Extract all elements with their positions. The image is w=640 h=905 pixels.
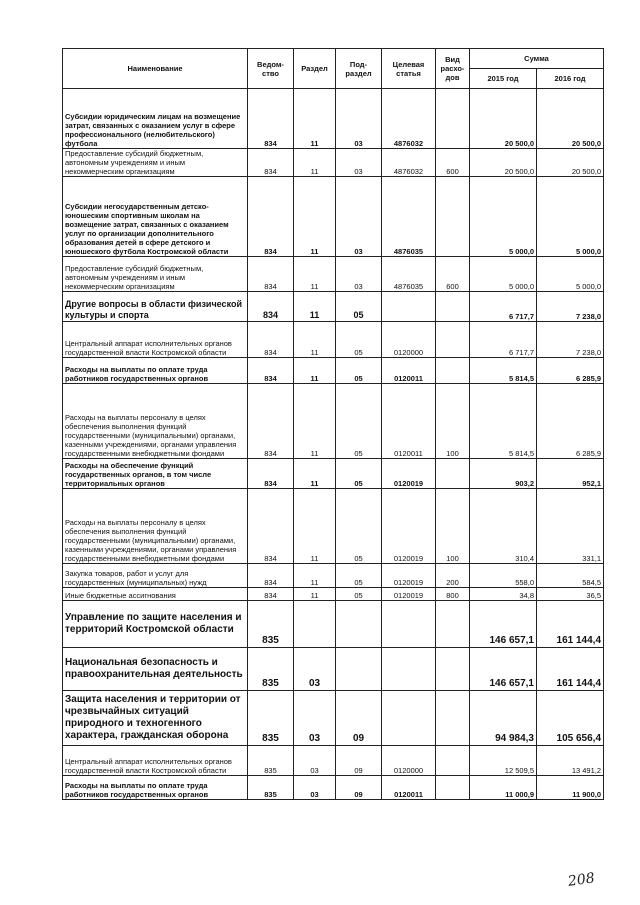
row-vid-raskhodov	[436, 292, 470, 322]
row-vid-raskhodov	[436, 776, 470, 800]
row-razdel: 11	[294, 177, 336, 257]
col-vedomstvo-header: Ведом-ство	[248, 49, 294, 89]
col-celevaya-header: Целевая статья	[382, 49, 436, 89]
row-podrazdel	[336, 648, 382, 691]
table-row	[63, 292, 604, 322]
row-sum-2015: 34,8	[470, 588, 537, 601]
row-razdel: 11	[294, 384, 336, 459]
row-podrazdel: 05	[336, 292, 382, 322]
row-sum-2016: 13 491,2	[537, 746, 604, 776]
row-name: Национальная безопасность и правоохранительная деятельность	[63, 648, 248, 691]
table-row	[63, 564, 604, 588]
table-row	[63, 257, 604, 292]
row-sum-2015: 94 984,3	[470, 691, 537, 746]
row-sum-2015: 5 814,5	[470, 358, 537, 384]
row-vedomstvo: 835	[248, 691, 294, 746]
row-name: Субсидии юридическим лицам на возмещение затрат, связанных с оказанием услуг в сфере профессионального (нелюбительского) футбола	[63, 89, 248, 149]
row-name: Расходы на обеспечение функций государственных органов, в том числе территориальных органов	[63, 459, 248, 489]
row-razdel: 11	[294, 322, 336, 358]
table-row	[63, 601, 604, 648]
table-row	[63, 358, 604, 384]
col-2015-header: 2015 год	[470, 69, 537, 89]
row-podrazdel: 05	[336, 322, 382, 358]
row-vid-raskhodov	[436, 89, 470, 149]
row-vedomstvo: 834	[248, 384, 294, 459]
row-sum-2015: 20 500,0	[470, 89, 537, 149]
row-razdel: 03	[294, 746, 336, 776]
col-vid-header: Вид расхо-дов	[436, 49, 470, 89]
row-podrazdel: 05	[336, 358, 382, 384]
row-celevaya-statya: 0120011	[382, 384, 436, 459]
row-name: Закупка товаров, работ и услуг для государственных (муниципальных) нужд	[63, 564, 248, 588]
row-name: Расходы на выплаты по оплате труда работников государственных органов	[63, 776, 248, 800]
row-vedomstvo: 834	[248, 564, 294, 588]
row-vedomstvo: 835	[248, 601, 294, 648]
row-podrazdel: 05	[336, 564, 382, 588]
table-row	[63, 489, 604, 564]
row-vid-raskhodov	[436, 358, 470, 384]
row-vid-raskhodov: 100	[436, 384, 470, 459]
row-sum-2016: 161 144,4	[537, 601, 604, 648]
row-vid-raskhodov	[436, 746, 470, 776]
row-name: Иные бюджетные ассигнования	[63, 588, 248, 601]
row-sum-2015: 12 509,5	[470, 746, 537, 776]
row-vid-raskhodov: 100	[436, 489, 470, 564]
row-razdel: 03	[294, 691, 336, 746]
row-sum-2016: 7 238,0	[537, 292, 604, 322]
row-podrazdel: 03	[336, 149, 382, 177]
row-celevaya-statya	[382, 601, 436, 648]
row-vid-raskhodov	[436, 459, 470, 489]
row-sum-2015: 5 000,0	[470, 257, 537, 292]
row-razdel: 03	[294, 648, 336, 691]
col-summa-header: Сумма	[470, 49, 604, 69]
row-podrazdel: 05	[336, 384, 382, 459]
row-vid-raskhodov	[436, 601, 470, 648]
row-podrazdel	[336, 601, 382, 648]
table-row	[63, 588, 604, 601]
row-name: Предоставление субсидий бюджетным, автономным учреждениям и иным некоммерческим организациям	[63, 257, 248, 292]
table-row	[63, 89, 604, 149]
row-sum-2015: 6 717,7	[470, 322, 537, 358]
table-row	[63, 459, 604, 489]
row-vid-raskhodov	[436, 648, 470, 691]
row-vid-raskhodov: 600	[436, 257, 470, 292]
row-celevaya-statya: 4876035	[382, 177, 436, 257]
row-sum-2016: 331,1	[537, 489, 604, 564]
row-sum-2016: 5 000,0	[537, 177, 604, 257]
row-sum-2015: 558,0	[470, 564, 537, 588]
row-razdel: 11	[294, 588, 336, 601]
row-name: Расходы на выплаты по оплате труда работников государственных органов	[63, 358, 248, 384]
row-razdel: 11	[294, 564, 336, 588]
col-2016-header: 2016 год	[537, 69, 604, 89]
row-name: Управление по защите населения и территорий Костромской области	[63, 601, 248, 648]
row-razdel: 11	[294, 292, 336, 322]
table-row	[63, 691, 604, 746]
row-sum-2016: 20 500,0	[537, 89, 604, 149]
row-celevaya-statya: 0120019	[382, 588, 436, 601]
row-vedomstvo: 834	[248, 177, 294, 257]
col-name-header: Наименование	[63, 49, 248, 89]
row-vedomstvo: 834	[248, 89, 294, 149]
row-celevaya-statya: 0120019	[382, 459, 436, 489]
row-sum-2016: 11 900,0	[537, 776, 604, 800]
row-podrazdel: 09	[336, 691, 382, 746]
row-razdel: 11	[294, 459, 336, 489]
row-celevaya-statya: 0120011	[382, 358, 436, 384]
row-vedomstvo: 834	[248, 292, 294, 322]
row-name: Защита населения и территории от чрезвычайных ситуаций природного и техногенного характера, гражданская оборона	[63, 691, 248, 746]
row-vedomstvo: 834	[248, 322, 294, 358]
table-row	[63, 746, 604, 776]
table-row	[63, 322, 604, 358]
row-sum-2016: 36,5	[537, 588, 604, 601]
row-razdel	[294, 601, 336, 648]
row-vedomstvo: 835	[248, 746, 294, 776]
row-sum-2015: 6 717,7	[470, 292, 537, 322]
row-name: Предоставление субсидий бюджетным, автономным учреждениям и иным некоммерческим организациям	[63, 149, 248, 177]
row-vid-raskhodov: 600	[436, 149, 470, 177]
row-celevaya-statya	[382, 292, 436, 322]
row-sum-2015: 903,2	[470, 459, 537, 489]
row-podrazdel: 03	[336, 257, 382, 292]
row-razdel: 11	[294, 489, 336, 564]
row-razdel: 11	[294, 358, 336, 384]
row-vid-raskhodov	[436, 177, 470, 257]
row-razdel: 11	[294, 149, 336, 177]
row-name: Центральный аппарат исполнительных органов государственной власти Костромской области	[63, 322, 248, 358]
row-sum-2015: 310,4	[470, 489, 537, 564]
row-sum-2015: 20 500,0	[470, 149, 537, 177]
row-razdel: 11	[294, 89, 336, 149]
row-celevaya-statya	[382, 691, 436, 746]
row-sum-2016: 5 000,0	[537, 257, 604, 292]
row-vedomstvo: 834	[248, 358, 294, 384]
row-sum-2016: 7 238,0	[537, 322, 604, 358]
budget-table	[62, 48, 604, 800]
row-sum-2016: 6 285,9	[537, 384, 604, 459]
row-podrazdel: 03	[336, 177, 382, 257]
row-vedomstvo: 834	[248, 588, 294, 601]
row-sum-2016: 20 500,0	[537, 149, 604, 177]
row-sum-2015: 146 657,1	[470, 648, 537, 691]
row-celevaya-statya	[382, 648, 436, 691]
table-row	[63, 177, 604, 257]
row-sum-2016: 105 656,4	[537, 691, 604, 746]
row-name: Расходы на выплаты персоналу в целях обеспечения выполнения функций государственными (муниципальными) органами, казенными учреждениями, органами управления государственными внебюджетными фондами	[63, 384, 248, 459]
row-podrazdel: 09	[336, 776, 382, 800]
row-name: Другие вопросы в области физической культуры и спорта	[63, 292, 248, 322]
table-row	[63, 384, 604, 459]
row-vedomstvo: 834	[248, 489, 294, 564]
row-celevaya-statya: 0120019	[382, 489, 436, 564]
col-razdel-header: Раздел	[294, 49, 336, 89]
row-vid-raskhodov	[436, 322, 470, 358]
row-celevaya-statya: 0120000	[382, 746, 436, 776]
row-razdel: 03	[294, 776, 336, 800]
table-row	[63, 648, 604, 691]
row-vedomstvo: 834	[248, 257, 294, 292]
row-celevaya-statya: 0120011	[382, 776, 436, 800]
row-celevaya-statya: 4876032	[382, 149, 436, 177]
row-name: Расходы на выплаты персоналу в целях обеспечения выполнения функций государственными (муниципальными) органами, казенными учреждениями, органами управления государственными внебюджетными фондами	[63, 489, 248, 564]
row-name: Центральный аппарат исполнительных органов государственной власти Костромской области	[63, 746, 248, 776]
page-number: 208	[567, 870, 596, 890]
row-celevaya-statya: 0120000	[382, 322, 436, 358]
row-podrazdel: 03	[336, 89, 382, 149]
row-sum-2016: 161 144,4	[537, 648, 604, 691]
row-vedomstvo: 834	[248, 149, 294, 177]
row-sum-2015: 146 657,1	[470, 601, 537, 648]
row-vid-raskhodov: 800	[436, 588, 470, 601]
row-sum-2015: 5 814,5	[470, 384, 537, 459]
row-razdel: 11	[294, 257, 336, 292]
row-vid-raskhodov: 200	[436, 564, 470, 588]
row-sum-2016: 6 285,9	[537, 358, 604, 384]
row-podrazdel: 05	[336, 489, 382, 564]
row-sum-2015: 11 000,9	[470, 776, 537, 800]
row-vedomstvo: 834	[248, 459, 294, 489]
row-celevaya-statya: 4876035	[382, 257, 436, 292]
row-podrazdel: 09	[336, 746, 382, 776]
row-celevaya-statya: 0120019	[382, 564, 436, 588]
row-vid-raskhodov	[436, 691, 470, 746]
row-celevaya-statya: 4876032	[382, 89, 436, 149]
col-podrazdel-header: Под-раздел	[336, 49, 382, 89]
row-podrazdel: 05	[336, 588, 382, 601]
table-row	[63, 776, 604, 800]
table-row	[63, 149, 604, 177]
row-podrazdel: 05	[336, 459, 382, 489]
row-vedomstvo: 835	[248, 776, 294, 800]
row-sum-2016: 952,1	[537, 459, 604, 489]
row-vedomstvo: 835	[248, 648, 294, 691]
row-sum-2015: 5 000,0	[470, 177, 537, 257]
row-sum-2016: 584,5	[537, 564, 604, 588]
row-name: Субсидии негосударственным детско-юношеским спортивным школам на возмещение затрат, связанных с оказанием услуг по организации дополнительного образования детей в сфере детского и юношеского футбола Костромской области	[63, 177, 248, 257]
